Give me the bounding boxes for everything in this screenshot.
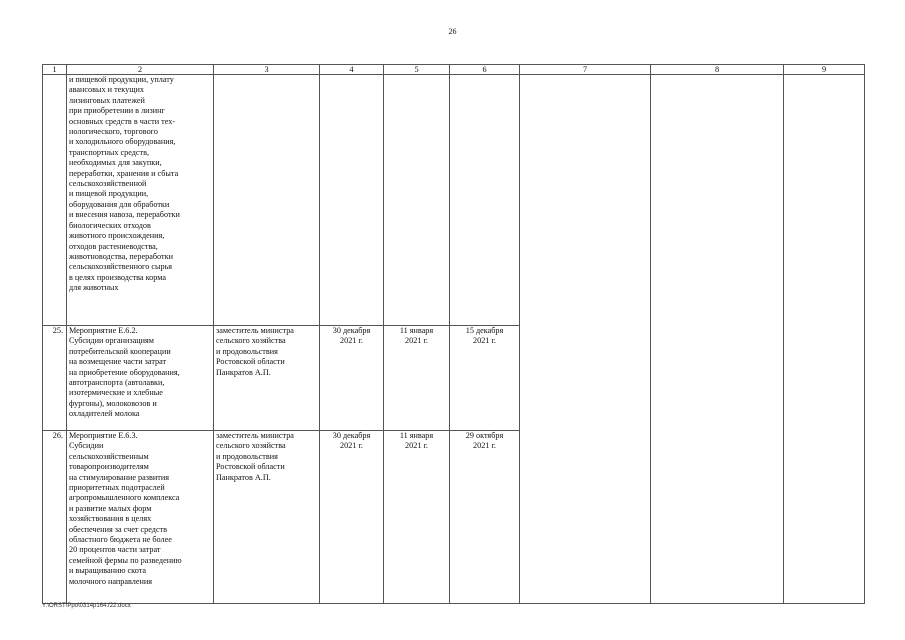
column-header: 5 xyxy=(384,65,450,75)
column-header: 2 xyxy=(67,65,214,75)
responsible-person xyxy=(214,75,320,326)
empty-cell xyxy=(520,75,651,604)
empty-cell xyxy=(784,75,865,604)
column-header: 4 xyxy=(320,65,384,75)
column-header: 9 xyxy=(784,65,865,75)
date-cell xyxy=(320,75,384,326)
activity-name: Мероприятие Е.6.2. Субсидии организациям потребительской кооперации на возмещение части затрат на приобретение оборудования, автотранспорта (автолавки, изотермические и хлебные фургоны), молоковозов и охладителей молока xyxy=(67,326,214,431)
column-header: 6 xyxy=(450,65,520,75)
row-number: 25. xyxy=(43,326,67,431)
date-cell xyxy=(384,75,450,326)
responsible-person: заместитель министра сельского хозяйства и продовольствия Ростовской области Панкратов А.П. xyxy=(214,431,320,604)
column-header: 1 xyxy=(43,65,67,75)
empty-cell xyxy=(651,75,784,604)
column-header: 8 xyxy=(651,65,784,75)
date-cell: 15 декабря 2021 г. xyxy=(450,326,520,431)
date-cell: 30 декабря 2021 г. xyxy=(320,326,384,431)
responsible-person: заместитель министра сельского хозяйства и продовольствия Ростовской области Панкратов А.П. xyxy=(214,326,320,431)
date-cell: 11 января 2021 г. xyxy=(384,431,450,604)
date-cell: 30 декабря 2021 г. xyxy=(320,431,384,604)
column-header: 7 xyxy=(520,65,651,75)
plan-table xyxy=(42,64,865,604)
page-number: 26 xyxy=(448,27,457,36)
column-header: 3 xyxy=(214,65,320,75)
date-cell: 11 января 2021 г. xyxy=(384,326,450,431)
file-path-footer: Y:\ORST\Ppo\0314p164.f22.docx xyxy=(42,603,131,609)
activity-name: и пищевой продукции, уплату авансовых и текущих лизинговых платежей при приобретении в лизинг основных средств в части тех- нологического, торгового и холодильного оборудования, транспортных средств, необходимых для закупки, переработки, хранения и сбыта сельскохозяйственной и пищевой продукции, оборудования для обработки и внесения навоза, переработки биологических отходов животного происхождения, отходов растениеводства, животноводства, переработки сельскохозяйственного сырья в целях производства корма для животных xyxy=(67,75,214,326)
date-cell xyxy=(450,75,520,326)
row-number xyxy=(43,75,67,326)
date-cell: 29 октября 2021 г. xyxy=(450,431,520,604)
activity-name: Мероприятие Е.6.3. Субсидии сельскохозяйственным товаропроизводителям на стимулирование развития приоритетных подотраслей агропромышленного комплекса и развитие малых форм хозяйствования в целях обеспечения за счет средств областного бюджета не более 20 процентов части затрат семейной фермы по разведению и выращиванию скота молочного направления xyxy=(67,431,214,604)
table-header-row xyxy=(43,65,865,75)
row-number: 26. xyxy=(43,431,67,604)
table-row xyxy=(43,75,865,326)
